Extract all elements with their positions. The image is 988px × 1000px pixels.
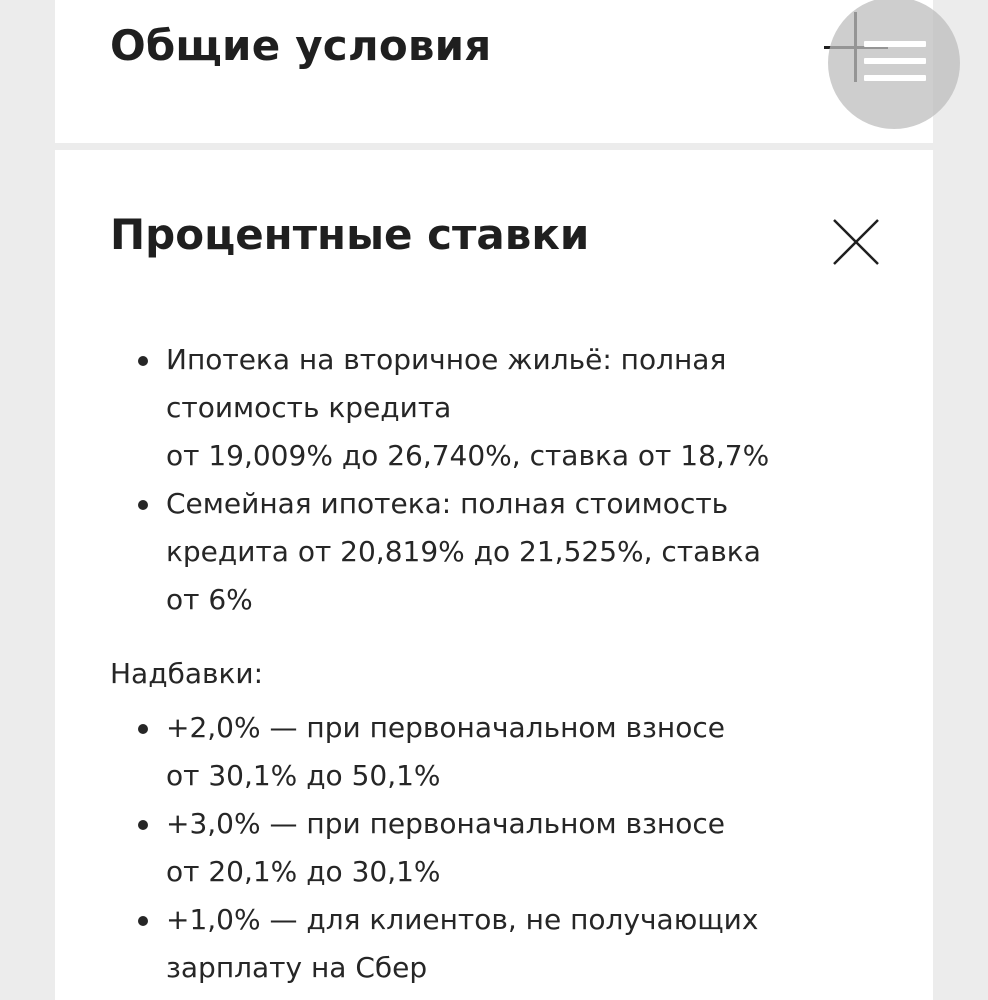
close-icon <box>832 218 880 266</box>
list-item <box>110 480 870 624</box>
list-item-line: Семейная ипотека: полная стоимость <box>166 487 729 520</box>
interest-rates-content <box>110 336 870 992</box>
rates-list <box>110 336 870 624</box>
hamburger-menu-icon <box>864 41 926 47</box>
general-terms-title[interactable]: Общие условия <box>110 21 492 70</box>
list-item-line: зарплату на Сбер <box>166 951 428 984</box>
list-item-line: Ипотека на вторичное жильё: полная <box>166 343 727 376</box>
list-item-line: +1,0% — для клиентов, не получающих <box>166 903 759 936</box>
list-item-line: +3,0% — при первоначальном взносе <box>166 807 725 840</box>
list-item-line: +2,0% — при первоначальном взносе <box>166 711 725 744</box>
hamburger-menu-icon-bar <box>864 75 926 81</box>
hamburger-menu-icon-bar <box>864 58 926 64</box>
interest-rates-title[interactable]: Процентные ставки <box>110 210 590 259</box>
close-button[interactable] <box>832 218 880 266</box>
list-item <box>110 336 870 480</box>
list-item <box>110 896 870 992</box>
list-item <box>110 800 870 896</box>
list-item-line: от 19,009% до 26,740%, ставка от 18,7% <box>166 439 770 472</box>
surcharges-list <box>110 704 870 992</box>
menu-button[interactable] <box>828 0 960 129</box>
list-item <box>110 704 870 800</box>
list-item-line: стоимость кредита <box>166 391 452 424</box>
list-item-line: кредита от 20,819% до 21,525%, ставка <box>166 535 761 568</box>
list-item-line: от 6% <box>166 583 253 616</box>
list-item-line: от 30,1% до 50,1% <box>166 759 441 792</box>
surcharges-label: Надбавки: <box>110 657 264 690</box>
list-item-line: от 20,1% до 30,1% <box>166 855 441 888</box>
